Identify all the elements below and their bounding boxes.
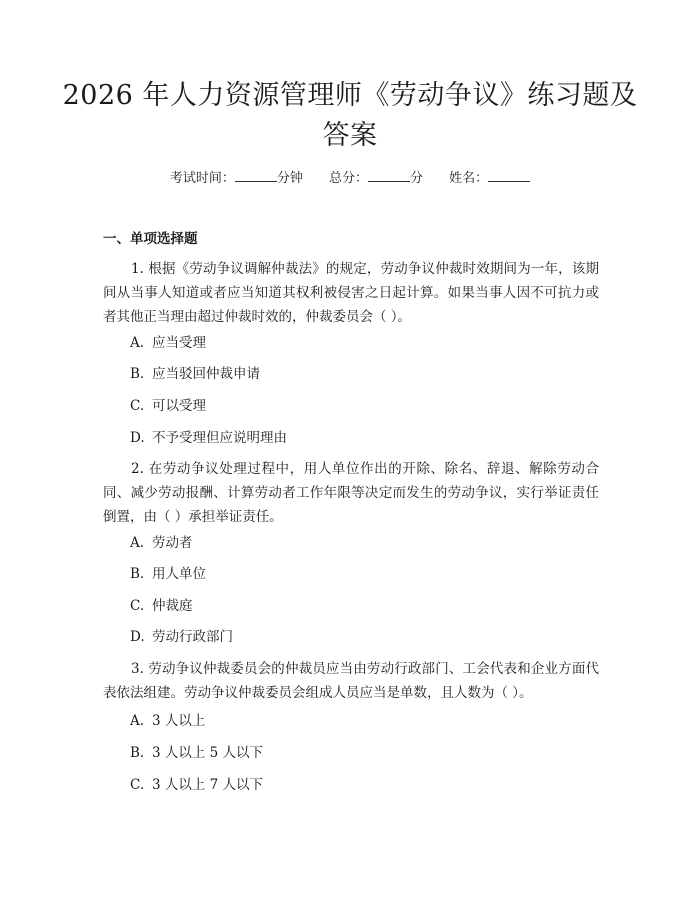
exam-info-line bbox=[0, 168, 700, 189]
option-text: 3 人以上 bbox=[152, 713, 206, 729]
option-letter: C. bbox=[130, 398, 145, 414]
total-score-label: 总分： bbox=[328, 171, 368, 186]
student-name-label: 姓名： bbox=[449, 171, 489, 186]
question-3-option-c bbox=[130, 775, 263, 795]
exam-time bbox=[170, 168, 303, 189]
section-heading: 一、单项选择题 bbox=[103, 231, 198, 247]
question-2-text: 2. 在劳动争议处理过程中，用人单位作出的开除、除名、辞退、解除劳动合同、减少劳动报酬、计算劳动者工作年限等决定而发生的劳动争议，实行举证责任倒置，由（ ）承担举证责任。 bbox=[103, 461, 599, 525]
question-1-text: 1. 根据《劳动争议调解仲裁法》的规定，劳动争议仲裁时效期间为一年，该期间从当事人知道或者应当知道其权利被侵害之日起计算。如果当事人因不可抗力或者其他正当理由超过仲裁时效的，仲裁委员会（ ）。 bbox=[103, 261, 599, 325]
option-letter: C. bbox=[130, 598, 145, 614]
document-title: 2026 年人力资源管理师《劳动争议》练习题及答案 bbox=[62, 80, 638, 151]
option-text: 可以受理 bbox=[152, 398, 206, 414]
option-letter: A. bbox=[130, 713, 145, 729]
student-name bbox=[449, 168, 530, 189]
total-score bbox=[329, 168, 423, 189]
option-letter: D. bbox=[130, 430, 145, 446]
question-2-option-a bbox=[130, 533, 193, 553]
question-1-option-a bbox=[130, 333, 206, 353]
option-text: 劳动行政部门 bbox=[152, 629, 233, 645]
question-3-option-a bbox=[130, 711, 205, 731]
question-2-option-c bbox=[130, 596, 193, 616]
option-text: 劳动者 bbox=[152, 535, 193, 551]
option-text: 用人单位 bbox=[152, 566, 206, 582]
option-letter: A. bbox=[130, 535, 145, 551]
option-text: 3 人以上 5 人以下 bbox=[152, 745, 264, 761]
question-2-option-b bbox=[130, 564, 206, 584]
option-letter: B. bbox=[130, 745, 145, 761]
option-text: 仲裁庭 bbox=[152, 598, 193, 614]
student-name-blank bbox=[488, 168, 530, 182]
option-letter: D. bbox=[130, 629, 145, 645]
exam-time-unit: 分钟 bbox=[276, 171, 303, 186]
question-2-option-d bbox=[130, 627, 233, 647]
option-text: 应当驳回仲裁申请 bbox=[152, 366, 260, 382]
question-1-option-c bbox=[130, 396, 206, 416]
total-score-unit: 分 bbox=[410, 171, 424, 186]
option-text: 不予受理但应说明理由 bbox=[152, 430, 287, 446]
exam-time-blank bbox=[235, 168, 277, 182]
option-letter: A. bbox=[130, 335, 145, 351]
option-letter: B. bbox=[130, 566, 145, 582]
option-letter: B. bbox=[130, 366, 145, 382]
total-score-blank bbox=[368, 168, 410, 182]
question-1-option-b bbox=[130, 364, 260, 384]
option-text: 3 人以上 7 人以下 bbox=[152, 777, 264, 793]
question-3-option-b bbox=[130, 743, 263, 763]
option-letter: C. bbox=[130, 777, 145, 793]
question-1-option-d bbox=[130, 428, 287, 448]
exam-time-label: 考试时间： bbox=[169, 171, 235, 186]
option-text: 应当受理 bbox=[152, 335, 206, 351]
question-3-text: 3. 劳动争议仲裁委员会的仲裁员应当由劳动行政部门、工会代表和企业方面代表依法组建。劳动争议仲裁委员会组成人员应当是单数，且人数为（ ）。 bbox=[103, 661, 599, 701]
